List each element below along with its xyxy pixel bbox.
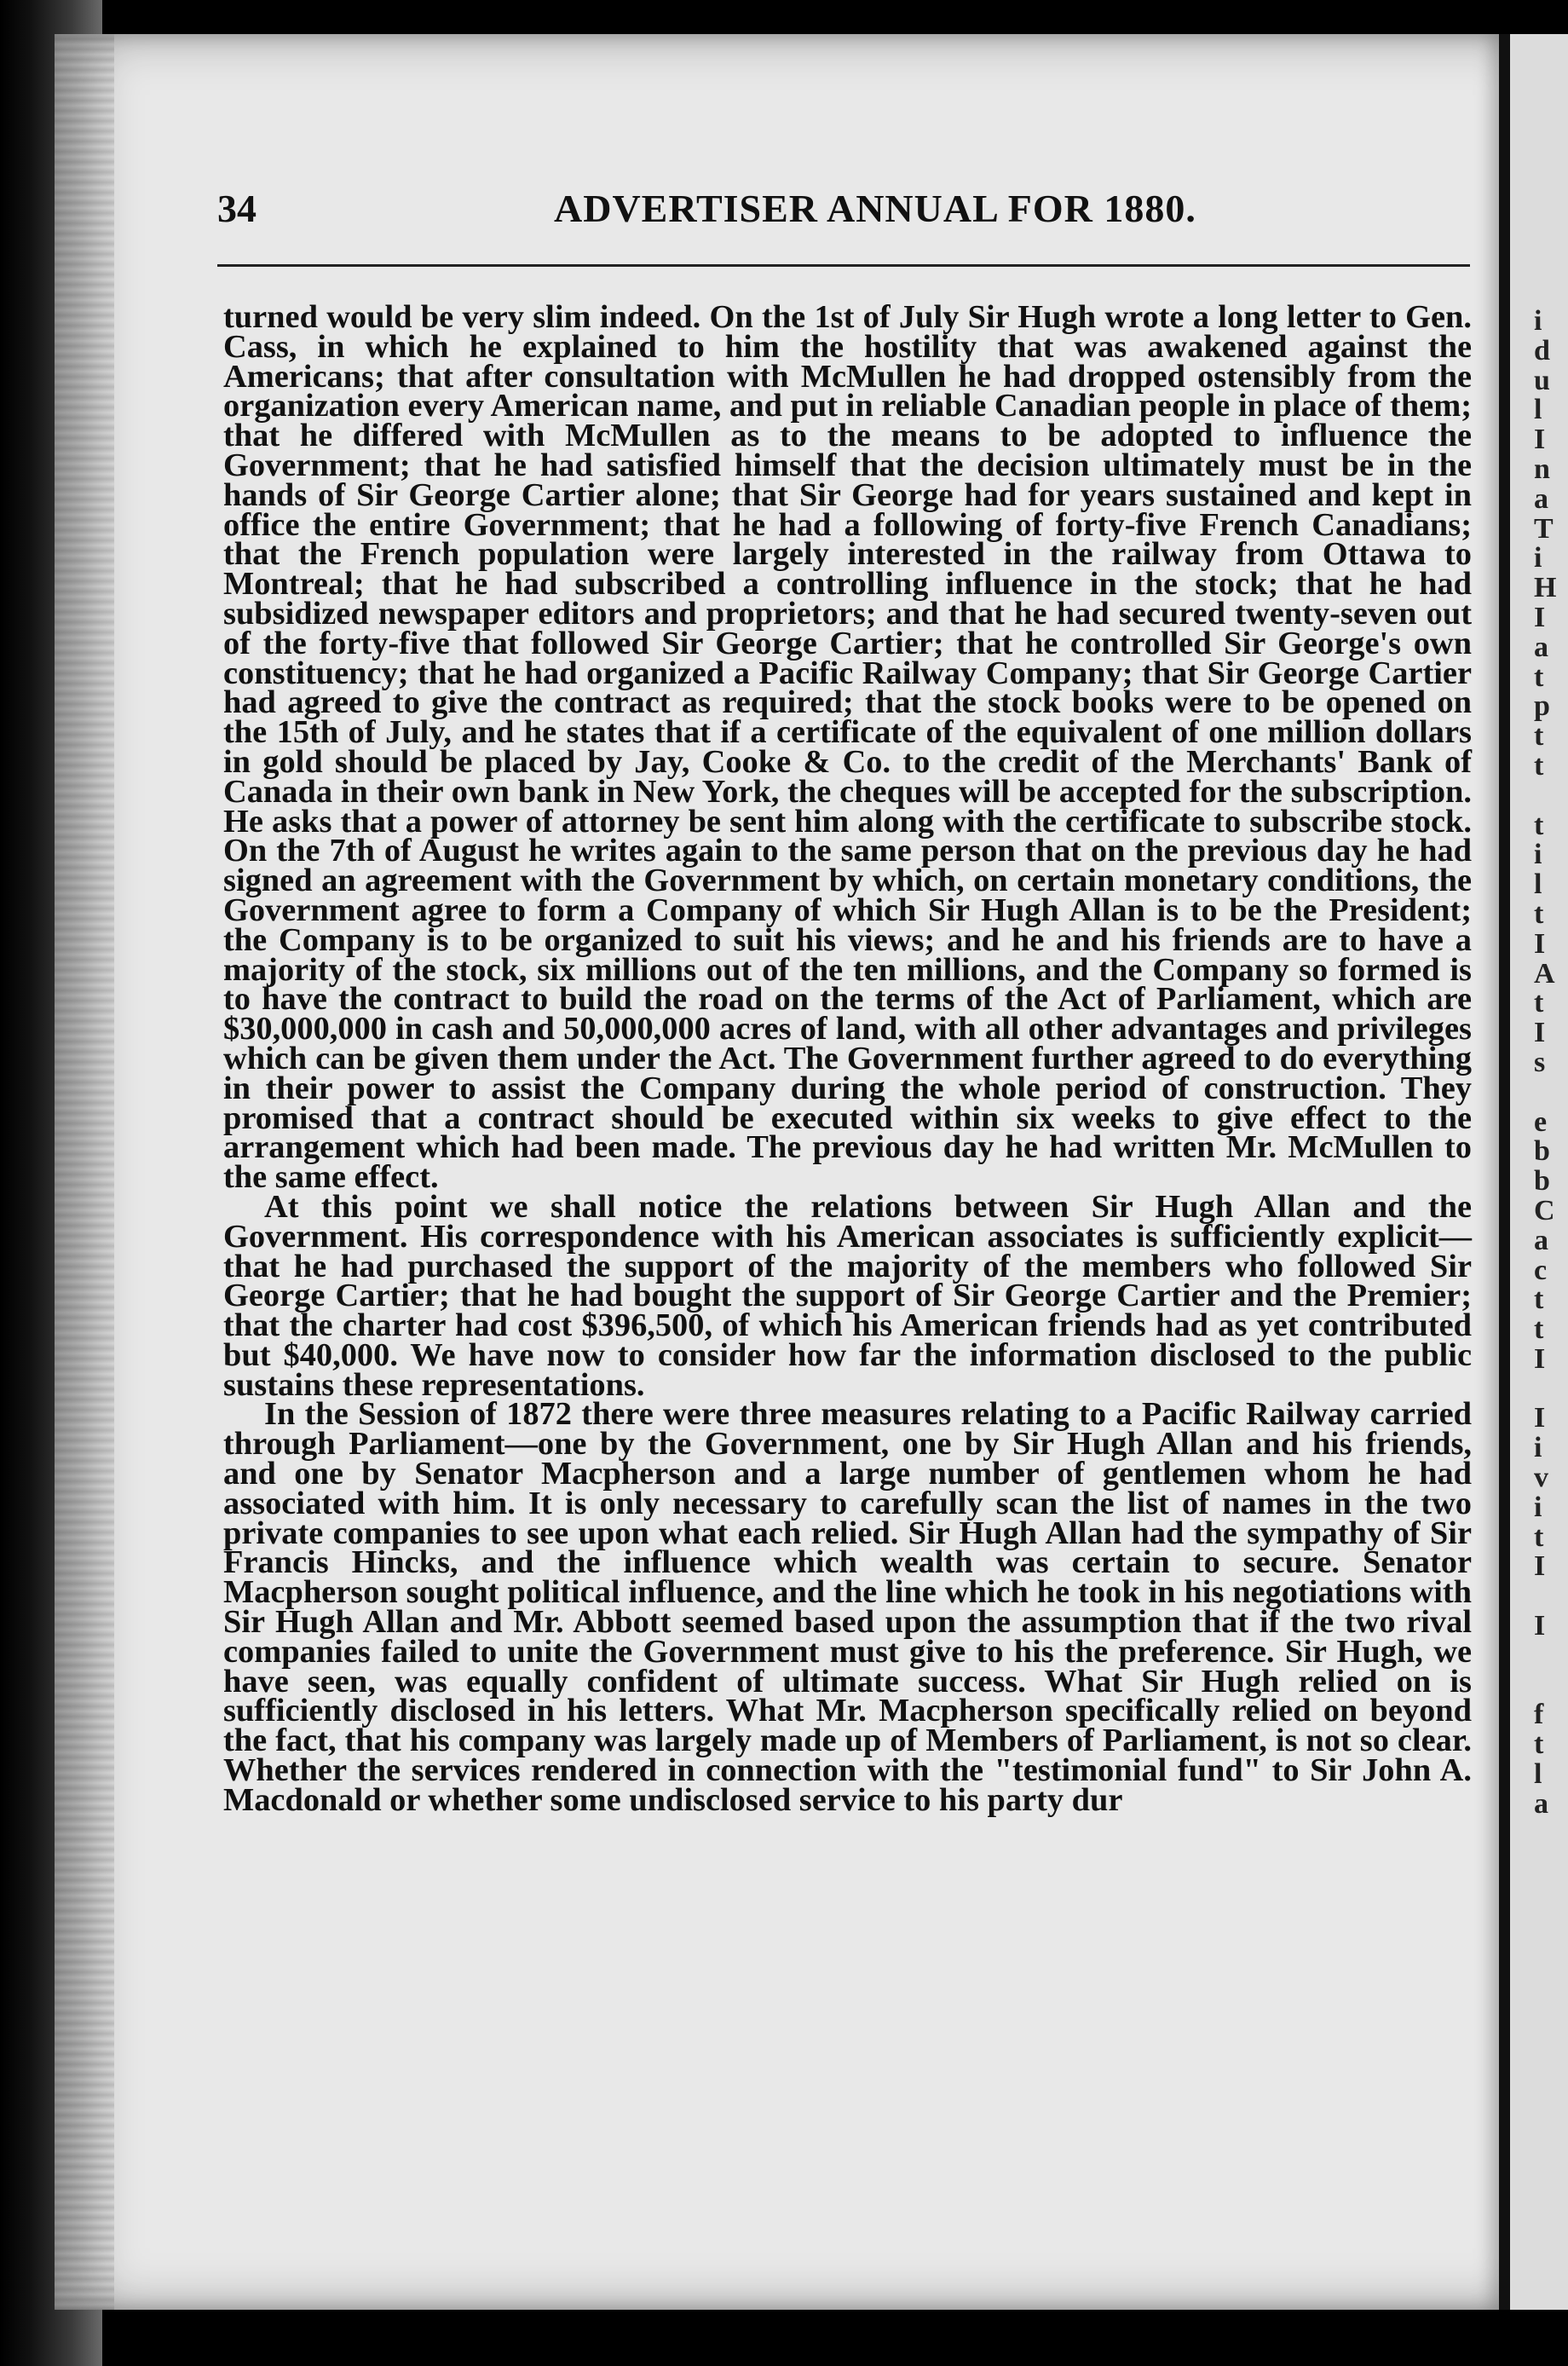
paragraph: turned would be very slim indeed. On the 1st of July Sir Hugh wrote a long letter to Gen. Cass, in which he explained to him the hostility that was awakened against the Americans; that after consultation with McMullen he had dropped ostensibly from the organization every American name, and put in reliable Canadian people in place of them; that he differed with McMullen as to the means to be adopted to influence the Government; that he had satisfied himself that the decision ultimately must be in the hands of Sir George Cartier alone; that Sir George had for years sustained and kept in office the entire Government; that he had a following of forty-five French Canadians; that the French population were largely interested in the railway from Ottawa to Montreal; that he had subscribed a controlling influence in the stock; that he had subsidized newspaper editors and proprietors; and that he had secured twenty-seven out of the forty-five that followed Sir George Cartier; that he controlled Sir George's own constituency; that he had organized a Pacific Railway Company; that Sir George Cartier had agreed to give the contract as required; that the stock books were to be opened on the 15th of July, and he states that if a certificate of the equivalent of one million dollars in gold should be placed by Jay, Cooke & Co. to the credit of the Merchants' Bank of Canada in their own bank in New York, the cheques will be accepted for the subscription. He asks that a power of attorney be sent him along with the certificate to subscribe stock. On the 7th of August he writes again to the same person that on the previous day he had signed an agreement with the Government by which, on certain monetary conditions, the Government agree to form a Company of which Sir Hugh Allan is to be the President; the Company is to be organized to suit his views; and he and his friends are to have a majority of the stock, six millions out of the ten millions, and the Company so formed is to have the contract to build the road on the terms of the Act of Parliament, which are $30,000,000 in cash and 50,000,000 acres of land, with all other advantages and privileges which can be given them under the Act. The Government further agreed to do everything in their power to assist the Company during the whole period of construction. They promised that a contract should be executed within six weeks to give effect to the arrangement which had been made. The previous day he had written Mr. McMullen to the same effect. xyxy=(223,299,1472,1196)
facing-page-fragment: I xyxy=(1534,1550,1546,1583)
facing-page-fragment: a xyxy=(1534,631,1548,663)
facing-page-fragment: t xyxy=(1534,987,1544,1019)
facing-page-fragment: I xyxy=(1534,601,1546,633)
facing-page-fragment: b xyxy=(1534,1165,1550,1197)
facing-page-fragment: t xyxy=(1534,1284,1544,1316)
facing-page-fragment: I xyxy=(1534,1402,1546,1434)
facing-page-fragment: t xyxy=(1534,661,1544,693)
facing-page-fragment: T xyxy=(1534,512,1554,545)
facing-page-fragment: e xyxy=(1534,1105,1548,1138)
facing-page-fragment: d xyxy=(1534,334,1550,366)
facing-page-fragment: i xyxy=(1534,542,1542,574)
facing-page-fragment: I xyxy=(1534,1342,1546,1375)
facing-page-fragment: I xyxy=(1534,1017,1546,1049)
facing-page-fragment: l xyxy=(1534,1758,1542,1791)
page-gap xyxy=(1499,34,1510,2310)
running-title: ADVERTISER ANNUAL FOR 1880. xyxy=(554,187,1196,230)
facing-page-fragment: I xyxy=(1534,424,1546,456)
facing-page-text xyxy=(1534,307,1568,1820)
facing-page-fragment: t xyxy=(1534,1728,1544,1761)
facing-page-fragment: a xyxy=(1534,1224,1548,1256)
facing-page-fragment xyxy=(1534,1642,1568,1671)
facing-page-fragment xyxy=(1534,782,1568,811)
facing-page-fragment: t xyxy=(1534,897,1544,930)
article-body xyxy=(223,299,1472,1818)
facing-page-fragment: u xyxy=(1534,364,1550,396)
facing-page-fragment: t xyxy=(1534,720,1544,753)
facing-page-fragment: a xyxy=(1534,482,1548,515)
facing-page-fragment: l xyxy=(1534,868,1542,901)
facing-page-fragment: f xyxy=(1534,1699,1544,1731)
facing-page-fragment: I xyxy=(1534,927,1546,960)
facing-page-fragment: b xyxy=(1534,1135,1550,1168)
paragraph: At this point we shall notice the relations between Sir Hugh Allan and the Government. His correspondence with his American associates is sufficiently explicit—that he had purchased the support of the majority of the members who followed Sir George Cartier; that he had bought the support of Sir George Cartier and the Premier; that the charter had cost $396,500, of which his American friends had as yet contributed but $40,000. We have now to consider how far the information disclosed to the public sustains these representations. xyxy=(223,1188,1472,1403)
facing-page-fragment: i xyxy=(1534,1491,1542,1523)
facing-page-fragment: H xyxy=(1534,572,1557,604)
facing-page-fragment xyxy=(1534,1078,1568,1108)
facing-page-fragment: t xyxy=(1534,1521,1544,1553)
facing-page-fragment: c xyxy=(1534,1254,1548,1286)
facing-page-fragment: t xyxy=(1534,1313,1544,1346)
facing-page-fragment: a xyxy=(1534,1787,1548,1820)
facing-page-fragment: i xyxy=(1534,839,1542,871)
facing-page-fragment xyxy=(1534,1582,1568,1612)
header-rule xyxy=(217,264,1470,267)
facing-page-fragment: A xyxy=(1534,957,1555,990)
facing-page-fragment xyxy=(1534,1671,1568,1701)
binding-gutter xyxy=(55,34,114,2310)
facing-page-fragment: n xyxy=(1534,453,1550,485)
facing-page-fragment: C xyxy=(1534,1194,1555,1226)
page-number: 34 xyxy=(217,187,257,230)
facing-page-fragment: i xyxy=(1534,1432,1542,1464)
facing-page-fragment: t xyxy=(1534,809,1544,841)
paragraph: In the Session of 1872 there were three measures relating to a Pacific Railway carried through Parliament—one by the Government, one by Sir Hugh Allan and his friends, and one by Senator Macpherson and a large number of gentlemen whom he had associated with him. It is only necessary to carefully scan the list of names in the two private companies to see upon what each relied. Sir Hugh Allan had the sympathy of Sir Francis Hincks, and the influence which wealth was certain to secure. Senator Macpherson sought political influence, and the line which he took in his negotiations with Sir Hugh Allan and Mr. Abbott seemed based upon the assumption that if the two rival companies failed to unite the Government must give to his the preference. Sir Hugh, we have seen, was equally confident of ultimate success. What Sir Hugh relied on is sufficiently disclosed in his letters. What Mr. Macpherson specifically relied on beyond the fact, that his company was largely made up of Members of Parliament, is not so clear. Whether the services rendered in connection with the "testimonial fund" to Sir John A. Macdonald or whether some undisclosed service to his party dur xyxy=(223,1396,1472,1818)
facing-page-fragment: I xyxy=(1534,1610,1546,1642)
facing-page-fragment: v xyxy=(1534,1462,1548,1494)
page-header xyxy=(217,186,1479,245)
facing-page-fragment: s xyxy=(1534,1046,1546,1078)
facing-page-fragment: t xyxy=(1534,749,1544,782)
facing-page-fragment: i xyxy=(1534,305,1542,337)
facing-page-fragment xyxy=(1534,1375,1568,1405)
facing-page-fragment: p xyxy=(1534,690,1550,723)
facing-page-fragment: l xyxy=(1534,394,1542,426)
